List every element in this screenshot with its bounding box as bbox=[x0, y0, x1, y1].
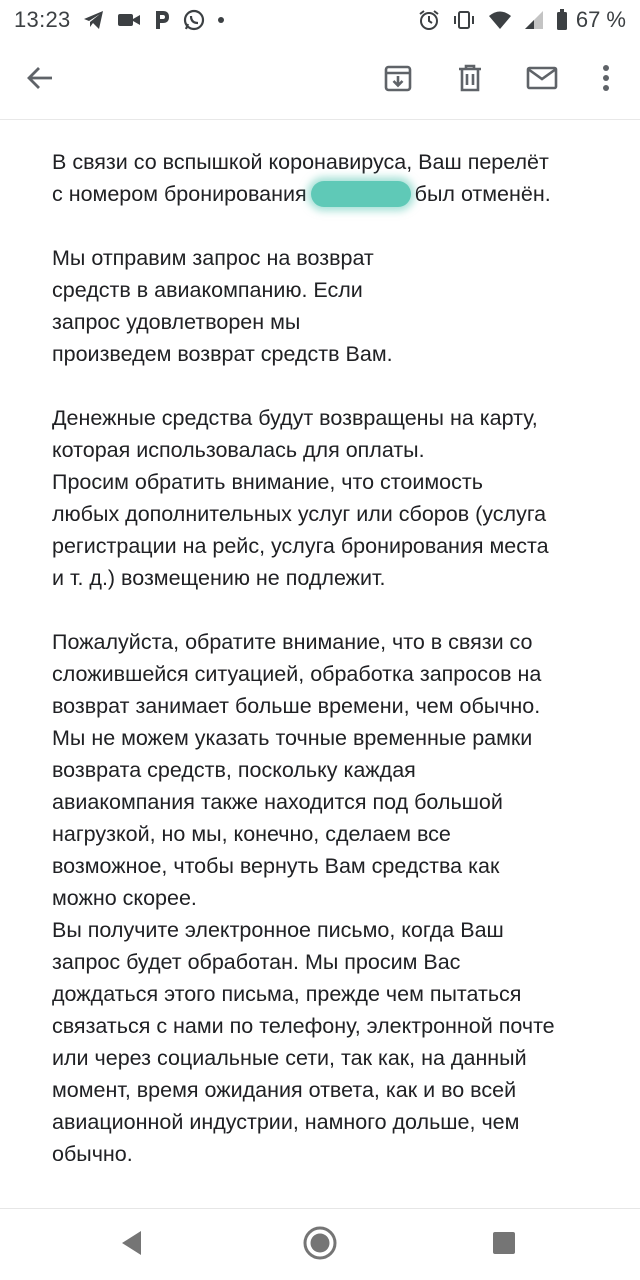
vibrate-icon bbox=[452, 10, 476, 30]
text-line: авиакомпания также находится под большой bbox=[52, 790, 503, 814]
nav-recents-icon bbox=[492, 1231, 516, 1260]
battery-percentage: 67 % bbox=[575, 7, 626, 32]
trash-icon bbox=[456, 63, 484, 98]
nav-home-icon bbox=[302, 1225, 338, 1266]
whatsapp-icon bbox=[183, 9, 205, 31]
text-line: произведем возврат средств Вам. bbox=[52, 342, 393, 366]
nav-home-button[interactable] bbox=[296, 1221, 344, 1269]
text-line: или через социальные сети, так как, на данный bbox=[52, 1046, 527, 1070]
text-line bbox=[52, 178, 600, 210]
wifi-icon bbox=[488, 10, 512, 30]
signal-icon bbox=[524, 10, 544, 30]
text-line: В связи со вспышкой коронавируса, Ваш перелёт bbox=[52, 150, 549, 174]
mail-icon bbox=[526, 65, 558, 96]
archive-button[interactable] bbox=[376, 58, 420, 102]
mark-unread-button[interactable] bbox=[520, 58, 564, 102]
nav-recents-button[interactable] bbox=[480, 1221, 528, 1269]
text-line: Пожалуйста, обратите внимание, что в связи со bbox=[52, 630, 533, 654]
archive-icon bbox=[383, 63, 413, 98]
text-line: которая использовалась для оплаты. bbox=[52, 438, 425, 462]
text-fragment: с номером бронирования bbox=[52, 182, 307, 206]
paragraph-processing-time bbox=[52, 626, 600, 1170]
text-line: обычно. bbox=[52, 1142, 133, 1166]
text-line: связаться с нами по телефону, электронной почте bbox=[52, 1014, 555, 1038]
text-line: запрос будет обработан. Мы просим Вас bbox=[52, 950, 461, 974]
nav-back-button[interactable] bbox=[108, 1221, 156, 1269]
back-arrow-icon bbox=[26, 64, 54, 97]
video-call-icon bbox=[117, 11, 141, 29]
battery-icon bbox=[556, 9, 568, 31]
telegram-icon bbox=[83, 10, 105, 30]
text-line: регистрации на рейс, услуга бронирования места bbox=[52, 534, 549, 558]
redacted-booking-number bbox=[311, 181, 411, 207]
text-line: средств в авиакомпанию. Если bbox=[52, 278, 363, 302]
text-line: возможное, чтобы вернуть Вам средства как bbox=[52, 854, 500, 878]
parking-app-icon bbox=[153, 10, 171, 30]
email-body bbox=[52, 146, 600, 1170]
more-options-button[interactable] bbox=[584, 58, 628, 102]
email-toolbar bbox=[0, 40, 640, 120]
status-bar-right bbox=[418, 7, 626, 33]
text-line: авиационной индустрии, намного дольше, чем bbox=[52, 1110, 520, 1134]
text-line: сложившейся ситуацией, обработка запросов на bbox=[52, 662, 542, 686]
text-line: запрос удовлетворен мы bbox=[52, 310, 301, 334]
text-line: нагрузкой, но мы, конечно, сделаем все bbox=[52, 822, 451, 846]
more-vert-icon bbox=[602, 64, 610, 97]
paragraph-cancellation bbox=[52, 146, 600, 210]
alarm-icon bbox=[418, 9, 440, 31]
text-fragment: был отменён. bbox=[414, 182, 551, 206]
text-line: возврата средств, поскольку каждая bbox=[52, 758, 416, 782]
status-bar-left bbox=[14, 7, 225, 33]
text-line: любых дополнительных услуг или сборов (услуга bbox=[52, 502, 547, 526]
paragraph-refund-card bbox=[52, 402, 600, 594]
status-bar bbox=[0, 0, 640, 40]
nav-back-icon bbox=[119, 1229, 145, 1262]
back-button[interactable] bbox=[18, 58, 62, 102]
text-line: Вы получите электронное письмо, когда Ваш bbox=[52, 918, 504, 942]
text-line: Мы не можем указать точные временные рамки bbox=[52, 726, 533, 750]
text-line: и т. д.) возмещению не подлежит. bbox=[52, 566, 386, 590]
text-line: Денежные средства будут возвращены на карту, bbox=[52, 406, 538, 430]
text-line: дождаться этого письма, прежде чем пытаться bbox=[52, 982, 522, 1006]
paragraph-refund-request bbox=[52, 242, 600, 370]
text-line: Просим обратить внимание, что стоимость bbox=[52, 470, 483, 494]
delete-button[interactable] bbox=[448, 58, 492, 102]
text-line: Мы отправим запрос на возврат bbox=[52, 246, 374, 270]
text-line: возврат занимает больше времени, чем обычно. bbox=[52, 694, 541, 718]
dot-icon bbox=[217, 16, 225, 24]
status-time: 13:23 bbox=[14, 7, 71, 32]
text-line: момент, время ожидания ответа, как и во всей bbox=[52, 1078, 517, 1102]
text-line: можно скорее. bbox=[52, 886, 197, 910]
system-navigation-bar bbox=[0, 1208, 640, 1280]
